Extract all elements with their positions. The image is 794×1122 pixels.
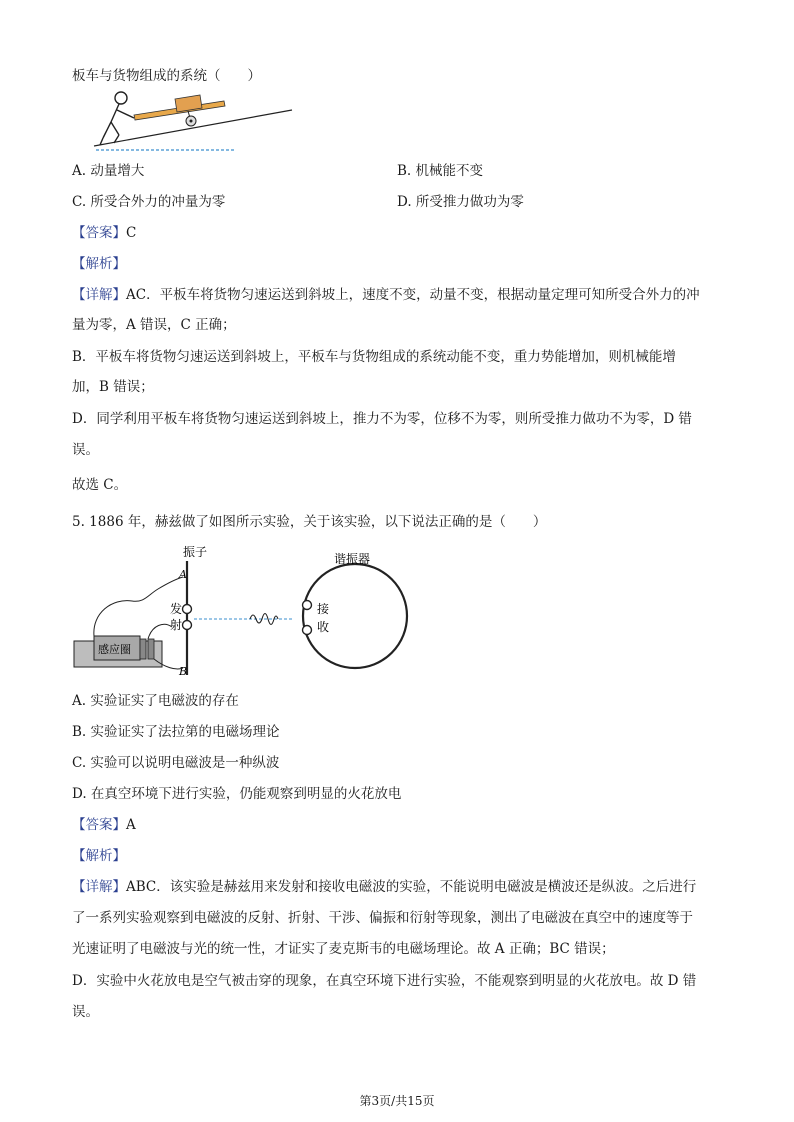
receive-ball-top — [303, 601, 312, 610]
coil-label: 感应圈 — [98, 643, 131, 656]
emit-label-2: 射 — [170, 618, 183, 632]
emit-label-1: 发 — [170, 602, 183, 616]
cart-on-slope-figure — [92, 88, 297, 156]
q4-detail-line: 【详解】AC．平板车将货物匀速运送到斜坡上，速度不变，动量不变，根据动量定理可知所受合外力的冲 — [72, 287, 700, 303]
resonator-ring — [303, 564, 407, 668]
q4-option-a: A. 动量增大 — [72, 163, 145, 179]
q4-detail-line: 加，B 错误； — [72, 379, 154, 395]
q5-analysis-label: 【解析】 — [72, 848, 126, 864]
emit-ball-bottom — [183, 621, 192, 630]
resonator-label: 谐振器 — [334, 552, 371, 566]
q5-detail-line: D．实验中火花放电是空气被击穿的现象，在真空环境下进行实验，不能观察到明显的火花放电。故 D 错 — [72, 973, 697, 989]
hertz-experiment-figure — [72, 543, 412, 678]
receive-ball-bottom — [303, 626, 312, 635]
q4-analysis-label: 【解析】 — [72, 256, 126, 272]
q5-option-d: D. 在真空环境下进行实验，仍能观察到明显的火花放电 — [72, 786, 402, 802]
q4-option-b: B. 机械能不变 — [397, 163, 484, 179]
q4-option-d: D. 所受推力做功为零 — [397, 194, 524, 210]
point-b-label: B — [179, 665, 188, 678]
q5-detail-line: 光速证明了电磁波与光的统一性，才证实了麦克斯韦的电磁场理论。故 A 正确；BC 错误； — [72, 941, 615, 957]
q4-detail-line: D．同学利用平板车将货物匀速运送到斜坡上，推力不为零，位移不为零，则所受推力做功不为零，D 错 — [72, 411, 692, 427]
q5-option-b: B. 实验证实了法拉第的电磁场理论 — [72, 724, 280, 740]
q4-answer: 【答案】C — [72, 225, 137, 241]
q5-option-a: A. 实验证实了电磁波的存在 — [72, 693, 239, 709]
oscillator-label: 振子 — [183, 545, 208, 559]
emit-ball-top — [183, 605, 192, 614]
q4-detail-line: B．平板车将货物匀速运送到斜坡上，平板车与货物组成的系统动能不变，重力势能增加，则机械能增 — [72, 349, 676, 365]
pushing-person — [100, 92, 134, 145]
q5-answer: 【答案】A — [72, 817, 136, 833]
receive-label-2: 收 — [317, 620, 330, 634]
q5-stem: 5. 1886 年，赫兹做了如图所示实验，关于该实验，以下说法正确的是（ ） — [72, 514, 547, 530]
page-footer: 第3页/共15页 — [359, 1094, 435, 1108]
receive-label-1: 接 — [317, 602, 330, 616]
q4-detail-line: 误。 — [72, 442, 99, 458]
q4-stem-tail: 板车与货物组成的系统（ ） — [72, 68, 261, 84]
q4-option-c: C. 所受合外力的冲量为零 — [72, 194, 226, 210]
q5-detail-line: 了一系列实验观察到电磁波的反射、折射、干涉、偏振和衍射等现象，测出了电磁波在真空中的速度等于 — [72, 910, 693, 926]
point-a-label: A — [179, 568, 187, 581]
q4-detail-line: 量为零，A 错误，C 正确； — [72, 317, 236, 333]
q5-detail-line: 误。 — [72, 1004, 99, 1020]
q5-detail-line: 【详解】ABC．该实验是赫兹用来发射和接收电磁波的实验，不能说明电磁波是横波还是纵波。之后进行 — [72, 879, 697, 895]
q4-conclusion: 故选 C。 — [72, 477, 128, 493]
q5-option-c: C. 实验可以说明电磁波是一种纵波 — [72, 755, 280, 771]
